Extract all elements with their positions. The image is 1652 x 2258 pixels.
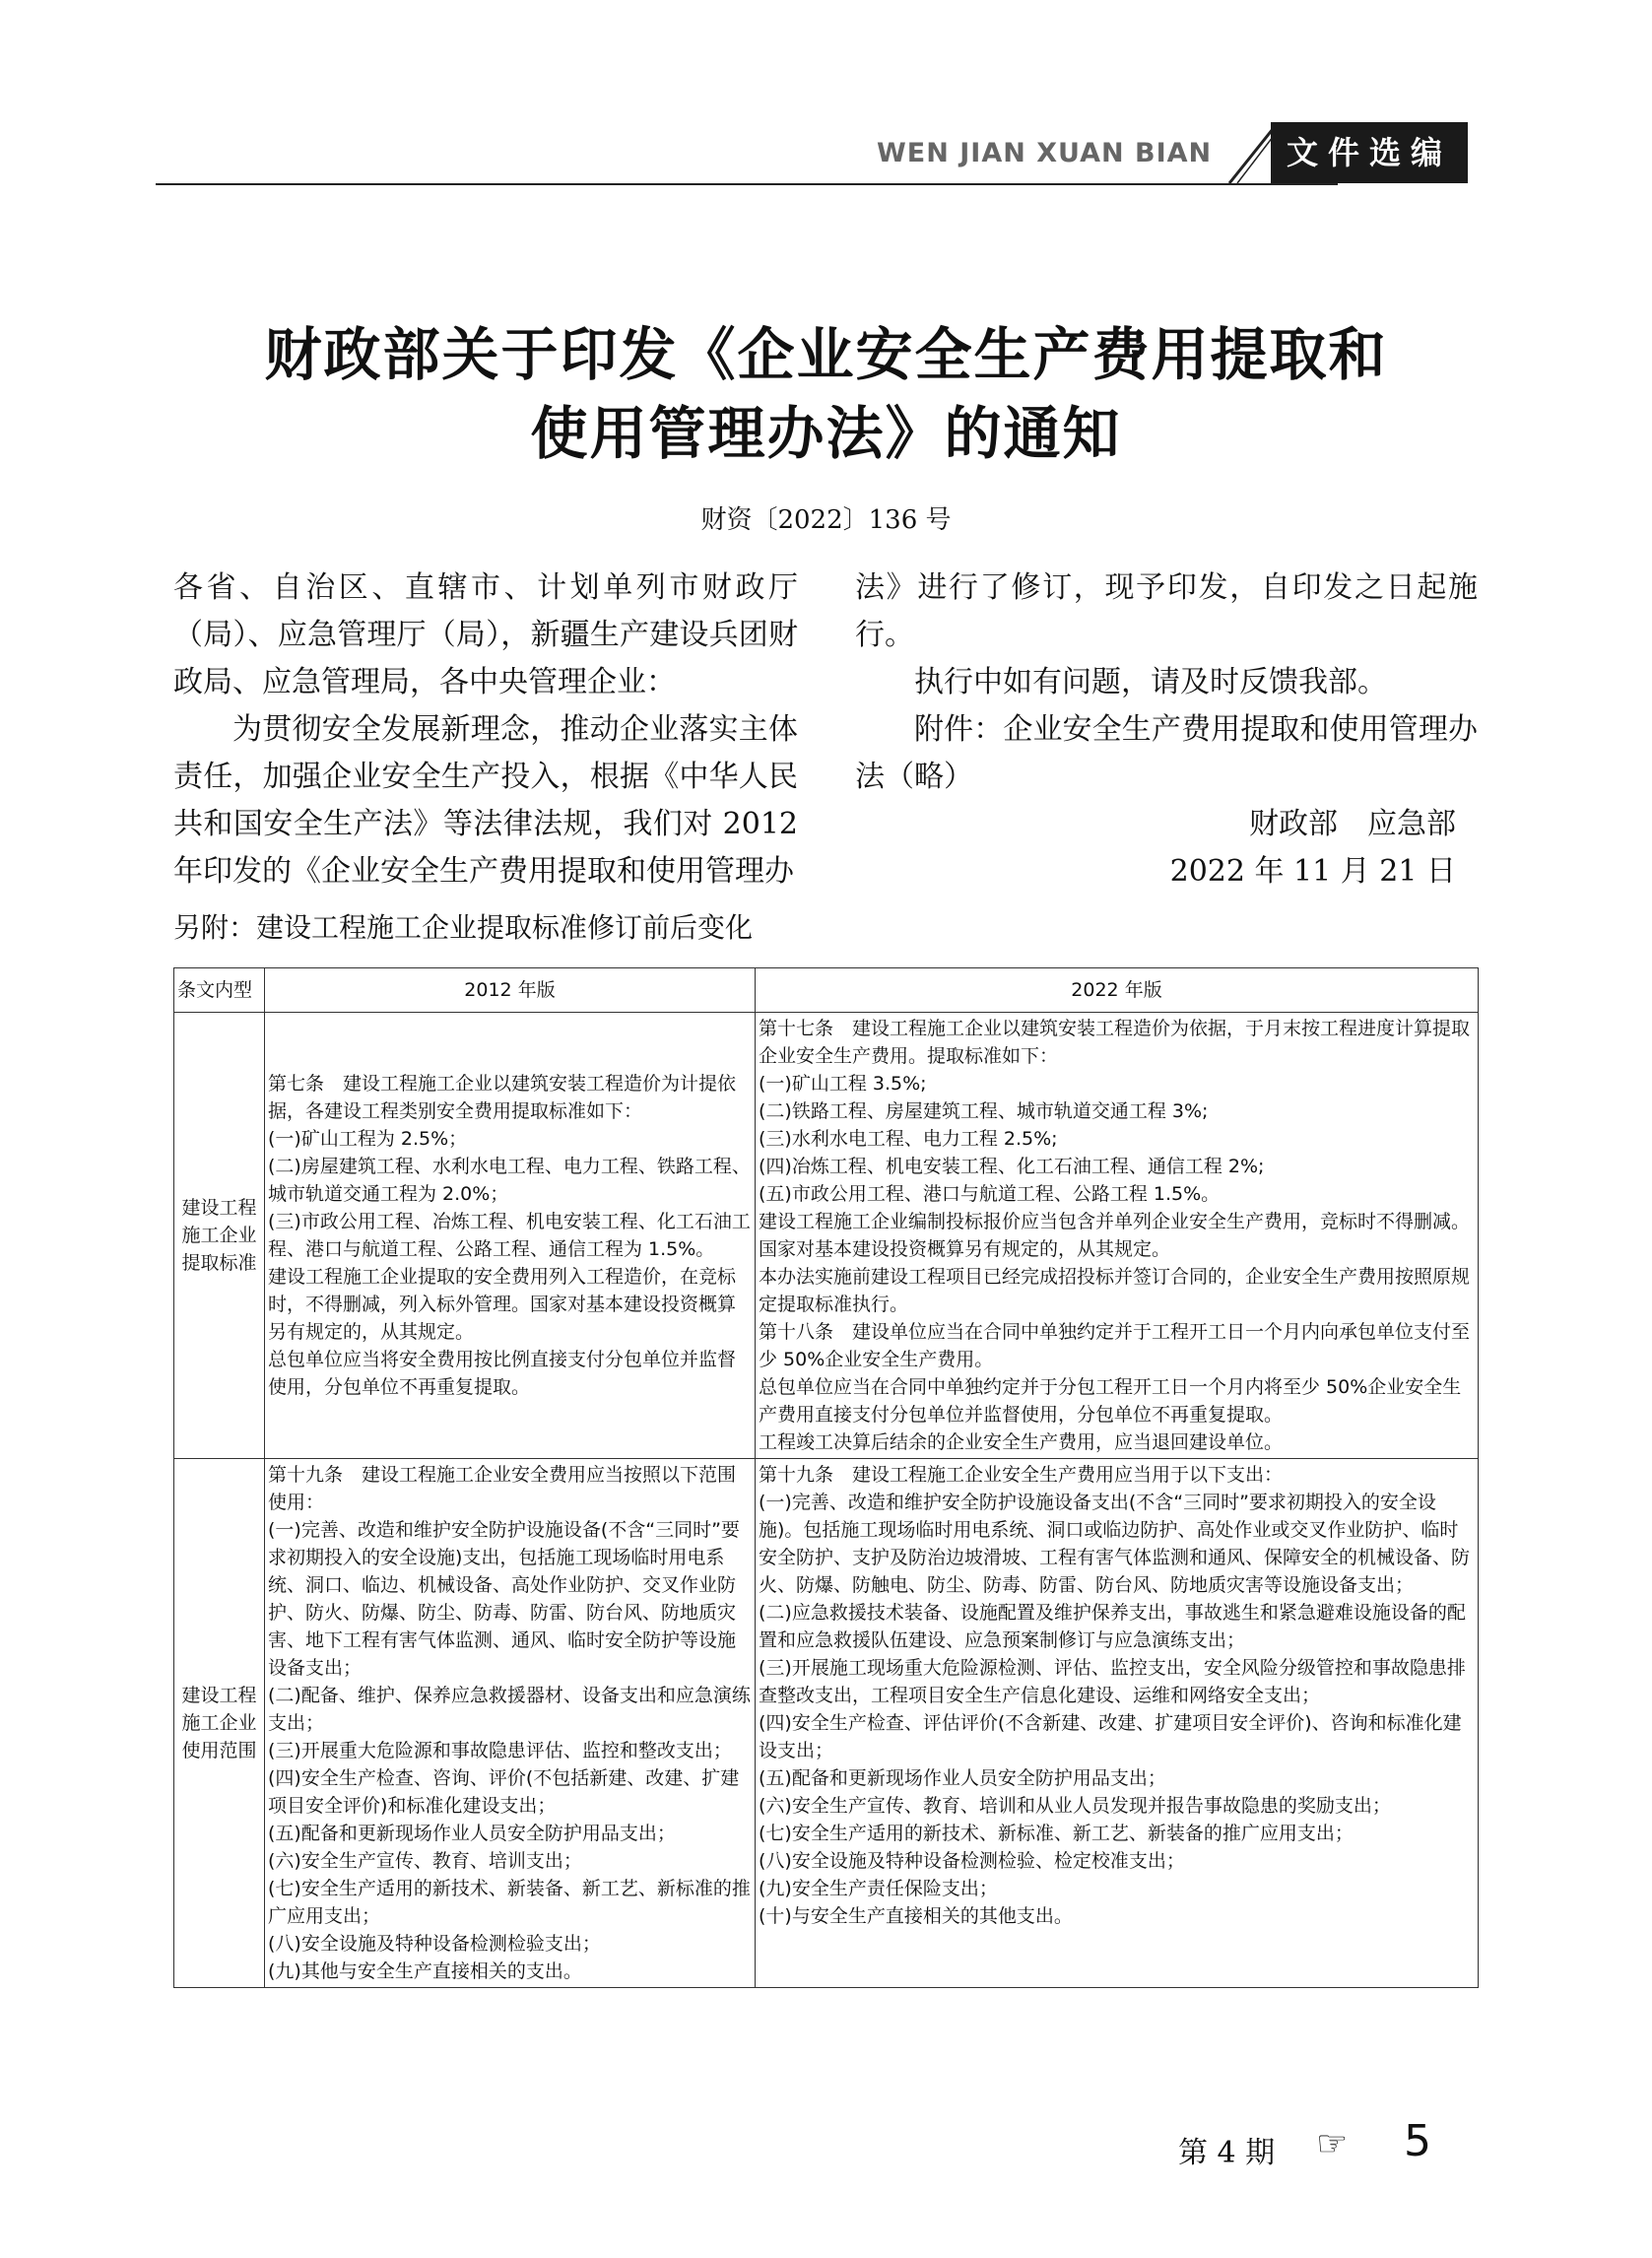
clause-line: (二)应急救援技术装备、设施配置及维护保养支出，事故逃生和紧急避难设施设备的配置和应急救援队伍建设、应急预案制修订与应急演练支出； [759,1602,1466,1651]
clause-line: (五)配备和更新现场作业人员安全防护用品支出； [759,1767,1166,1789]
row-type-cell: 建设工程施工企业提取标准 [174,1013,265,1459]
clause-line: (二)房屋建筑工程、水利水电工程、电力工程、铁路工程、城市轨道交通工程为 2.0%； [268,1156,751,1205]
clause-line: (九)安全生产责任保险支出； [759,1878,998,1899]
body-column-left [173,564,798,896]
clause-line: 建设工程施工企业编制投标报价应当包含并单列企业安全生产费用，竞标时不得删减。国家对基本建设投资概算另有规定的，从其规定。 [759,1211,1471,1260]
clause-line: (四)安全生产检查、评估评价(不含新建、改建、扩建项目安全评价)、咨询和标准化建设支出； [759,1712,1462,1761]
header-rule [156,183,1338,185]
column-header-2022: 2022 年版 [756,968,1479,1013]
clause-line: 第十九条 建设工程施工企业安全费用应当按照以下范围使用： [268,1464,737,1513]
clause-line: (二)铁路工程、房屋建筑工程、城市轨道交通工程 3%; [759,1100,1209,1122]
attachment-paragraph: 附件：企业安全生产费用提取和使用管理办法（略） [855,712,1478,794]
row-type-cell: 建设工程施工企业使用范围 [174,1459,265,1988]
clause-line: (九)其他与安全生产直接相关的支出。 [268,1960,582,1982]
clause-line: 第七条 建设工程施工企业以建筑安装工程造价为计提依据，各建设工程类别安全费用提取标准如下： [268,1073,737,1122]
body-paragraph: 为贯彻安全发展新理念，推动企业落实主体责任，加强企业安全生产投入，根据《中华人民共和国安全生产法》等法律法规，我们对 2012 年印发的《企业安全生产费用提取和使用管理办 [173,712,798,889]
table-row [174,1013,1479,1459]
salutation-paragraph: 各省、自治区、直辖市、计划单列市财政厅（局）、应急管理厅（局），新疆生产建设兵团财政局、应急管理局，各中央管理企业： [173,570,798,699]
clause-line: 建设工程施工企业提取的安全费用列入工程造价，在竞标时，不得删减，列入标外管理。国家对基本建设投资概算另有规定的，从其规定。 [268,1266,737,1343]
cell-2012 [265,1459,756,1988]
clause-line: (三)开展施工现场重大危险源检测、评估、监控支出，安全风险分级管控和事故隐患排查整改支出，工程项目安全生产信息化建设、运维和网络安全支出； [759,1657,1466,1706]
column-header-2012: 2012 年版 [265,968,756,1013]
clause-line: (三)市政公用工程、冶炼工程、机电安装工程、化工石油工程、港口与航道工程、公路工程、通信工程为 1.5%。 [268,1211,751,1260]
clause-line: (一)完善、改造和维护安全防护设施设备支出(不含“三同时”要求初期投入的安全设施)。包括施工现场临时用电系统、洞口或临边防护、高处作业或交叉作业防护、临时安全防护、支护及防治边坡滑坡、工程有害气体监测和通风、保障安全的机械设备、防火、防爆、防触电、防尘、防毒、防雷、防台风、防地质灾害等设施设备支出； [759,1492,1471,1596]
clause-line: (六)安全生产宣传、教育、培训支出； [268,1850,582,1872]
body-paragraph: 执行中如有问题，请及时反馈我部。 [914,665,1387,699]
cell-2022 [756,1459,1479,1988]
comparison-table [173,967,1479,1988]
article-title-line-2: 使用管理办法》的通知 [530,400,1122,467]
clause-line: 总包单位应当在合同中单独约定并于分包工程开工日一个月内将至少 50%企业安全生产费用直接支付分包单位并监督使用，分包单位不再重复提取。 [759,1376,1462,1426]
section-badge: 文件选编 [1271,122,1468,183]
pointing-hand-icon: ☞ [1316,2124,1349,2164]
signature-date: 2022 年 11 月 21 日 [1169,854,1456,889]
clause-line: 本办法实施前建设工程项目已经完成招投标并签订合同的，企业安全生产费用按照原规定提取标准执行。 [759,1266,1471,1315]
cell-2012 [265,1013,756,1459]
clause-line: 总包单位应当将安全费用按比例直接支付分包单位并监督使用，分包单位不再重复提取。 [268,1349,737,1398]
section-title-en: WEN JIAN XUAN BIAN [877,138,1213,168]
clause-line: (一)矿山工程为 2.5%； [268,1128,468,1150]
clause-line: (一)矿山工程 3.5%; [759,1073,927,1095]
clause-line: (六)安全生产宣传、教育、培训和从业人员发现并报告事故隐患的奖励支出； [759,1795,1391,1817]
body-column-right [855,564,1478,896]
body-paragraph-continued: 法》进行了修订，现予印发，自印发之日起施行。 [855,570,1478,652]
cell-2022 [756,1013,1479,1459]
document-number: 财资〔2022〕136 号 [700,505,952,535]
clause-line: (五)配备和更新现场作业人员安全防护用品支出； [268,1823,676,1844]
clause-line: (四)安全生产检查、咨询、评价(不包括新建、改建、扩建项目安全评价)和标准化建设支出； [268,1767,740,1817]
clause-line: (八)安全设施及特种设备检测检验支出； [268,1933,601,1955]
clause-line: (七)安全生产适用的新技术、新标准、新工艺、新装备的推广应用支出； [759,1823,1354,1844]
clause-line: (一)完善、改造和维护安全防护设施设备(不含“三同时”要求初期投入的安全设施)支出，包括施工现场临时用电系统、洞口、临边、机械设备、高处作业防护、交叉作业防护、防火、防爆、防尘、防毒、防雷、防台风、防地质灾害、地下工程有害气体监测、通风、临时安全防护等设施设备支出； [268,1519,740,1679]
issue-number: 第 4 期 [1178,2136,1276,2170]
clause-line: 第十九条 建设工程施工企业安全生产费用应当用于以下支出： [759,1464,1284,1486]
clause-line: (三)开展重大危险源和事故隐患评估、监控和整改支出； [268,1740,732,1761]
clause-line: (七)安全生产适用的新技术、新装备、新工艺、新标准的推广应用支出； [268,1878,751,1927]
clause-line: (二)配备、维护、保养应急救援器材、设备支出和应急演练支出； [268,1685,751,1734]
appendix-note: 另附：建设工程施工企业提取标准修订前后变化 [173,911,754,944]
clause-line: (五)市政公用工程、港口与航道工程、公路工程 1.5%。 [759,1183,1221,1205]
table-header-row [174,968,1479,1013]
clause-line: (三)水利水电工程、电力工程 2.5%; [759,1128,1058,1150]
clause-line: 第十七条 建设工程施工企业以建筑安装工程造价为依据，于月末按工程进度计算提取企业安全生产费用。提取标准如下： [759,1018,1471,1067]
column-header-type: 条文内型 [174,968,265,1013]
table-row [174,1459,1479,1988]
signature: 财政部 应急部 [1249,807,1456,841]
clause-line: (十)与安全生产直接相关的其他支出。 [759,1905,1073,1927]
clause-line: 工程竣工决算后结余的企业安全生产费用，应当退回建设单位。 [759,1431,1284,1453]
page-number: 5 [1404,2116,1431,2166]
clause-line: (八)安全设施及特种设备检测检验、检定校准支出； [759,1850,1185,1872]
article-title-line-1: 财政部关于印发《企业安全生产费用提取和 [264,321,1388,388]
clause-line: (四)冶炼工程、机电安装工程、化工石油工程、通信工程 2%; [759,1156,1265,1177]
clause-line: 第十八条 建设单位应当在合同中单独约定并于工程开工日一个月内向承包单位支付至少 50%企业安全生产费用。 [759,1321,1471,1370]
